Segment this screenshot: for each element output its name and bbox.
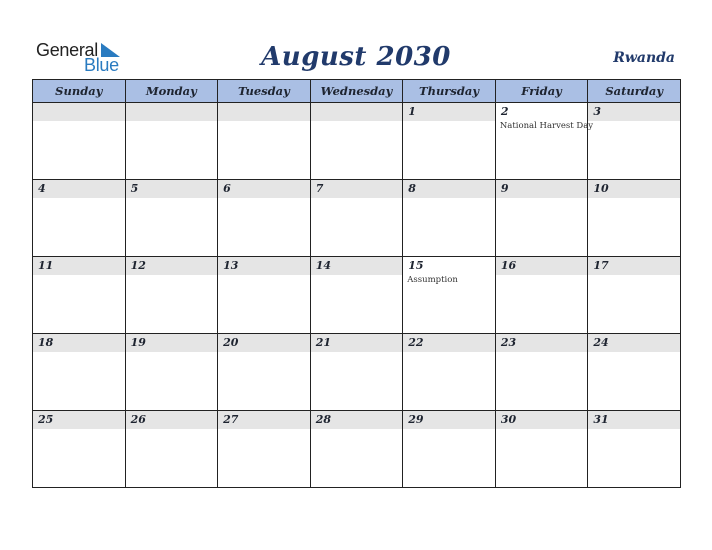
weekday-header: Sunday <box>33 80 126 103</box>
day-number: 25 <box>38 413 54 426</box>
day-cell <box>125 180 218 257</box>
country-label: Rwanda <box>613 50 675 66</box>
day-cell <box>495 411 588 488</box>
day-cell <box>310 103 403 180</box>
day-number-bar <box>588 334 680 352</box>
week-row <box>33 257 681 334</box>
day-cell <box>310 180 403 257</box>
day-number-bar <box>311 334 403 352</box>
day-cell <box>218 180 311 257</box>
day-number: 13 <box>223 259 239 272</box>
day-number: 15 <box>408 259 424 272</box>
day-number-bar <box>403 257 495 275</box>
holiday-label: Assumption <box>407 275 458 285</box>
day-number: 9 <box>500 182 509 195</box>
day-number-bar <box>33 334 125 352</box>
day-number-bar <box>126 334 218 352</box>
day-number-bar <box>33 103 125 121</box>
calendar-grid <box>32 79 681 488</box>
day-cell <box>588 411 681 488</box>
day-number: 27 <box>223 413 239 426</box>
weekday-header-row <box>33 80 681 103</box>
day-cell <box>588 257 681 334</box>
day-cell <box>33 334 126 411</box>
week-row <box>33 180 681 257</box>
day-cell <box>33 411 126 488</box>
calendar-title: August 2030 <box>261 42 451 72</box>
day-cell <box>403 103 496 180</box>
day-number: 6 <box>223 182 231 195</box>
week-row <box>33 103 681 180</box>
day-number: 23 <box>500 336 517 349</box>
weekday-header: Thursday <box>403 80 496 103</box>
logo-word-general: General <box>36 40 98 60</box>
holiday-label: National Harvest Day <box>499 121 594 131</box>
day-cell <box>125 334 218 411</box>
day-number-bar <box>126 411 218 429</box>
day-number-bar <box>588 180 680 198</box>
day-cell <box>218 257 311 334</box>
logo-word-blue: Blue <box>84 55 119 75</box>
day-cell <box>33 180 126 257</box>
day-number: 24 <box>593 336 609 349</box>
day-cell <box>403 411 496 488</box>
day-number-bar <box>311 257 403 275</box>
day-number: 1 <box>408 105 416 118</box>
day-cell <box>125 103 218 180</box>
day-number: 17 <box>593 259 609 272</box>
weekday-header: Friday <box>495 80 588 103</box>
day-cell <box>495 180 588 257</box>
day-number-bar <box>403 180 495 198</box>
day-number: 31 <box>593 413 609 426</box>
day-number: 16 <box>500 259 517 272</box>
day-number: 30 <box>500 413 517 426</box>
day-cell <box>310 411 403 488</box>
day-cell <box>403 334 496 411</box>
day-number-bar <box>126 103 218 121</box>
day-number-bar <box>218 334 310 352</box>
day-cell <box>403 257 496 334</box>
day-number: 19 <box>130 336 146 349</box>
day-cell <box>218 411 311 488</box>
week-row <box>33 411 681 488</box>
day-number: 12 <box>130 259 146 272</box>
day-number: 7 <box>315 182 324 195</box>
day-number-bar <box>403 411 495 429</box>
day-number: 21 <box>315 336 331 349</box>
day-cell <box>588 180 681 257</box>
day-number-bar <box>311 411 403 429</box>
day-number-bar <box>311 180 403 198</box>
day-number: 4 <box>38 182 46 195</box>
day-cell <box>495 103 594 180</box>
day-cell <box>33 103 126 180</box>
day-number: 29 <box>408 413 424 426</box>
day-number: 10 <box>593 182 609 195</box>
day-number: 28 <box>315 413 331 426</box>
day-cell <box>125 411 218 488</box>
day-cell <box>495 334 588 411</box>
day-number-bar <box>403 103 495 121</box>
day-cell <box>495 257 588 334</box>
day-cell <box>218 103 311 180</box>
day-cell <box>588 334 681 411</box>
day-number-bar <box>33 411 125 429</box>
day-number: 8 <box>408 182 416 195</box>
day-number-bar <box>496 180 588 198</box>
day-cell <box>310 334 403 411</box>
week-row <box>33 334 681 411</box>
day-number: 22 <box>408 336 424 349</box>
day-cell <box>588 103 681 180</box>
weekday-header: Monday <box>125 80 218 103</box>
day-number: 26 <box>130 413 146 426</box>
day-number-bar <box>311 103 403 121</box>
day-number-bar <box>218 180 310 198</box>
day-number-bar <box>218 103 310 121</box>
day-number-bar <box>218 411 310 429</box>
weekday-header: Wednesday <box>310 80 403 103</box>
day-cell <box>33 257 126 334</box>
day-number-bar <box>588 103 680 121</box>
day-number: 18 <box>38 336 54 349</box>
day-number-bar <box>588 257 680 275</box>
day-cell <box>403 180 496 257</box>
day-number: 11 <box>38 259 54 272</box>
day-cell <box>125 257 218 334</box>
weekday-header: Saturday <box>588 80 681 103</box>
day-number-bar <box>588 411 680 429</box>
day-number-bar <box>218 257 310 275</box>
day-number-bar <box>496 257 588 275</box>
day-cell <box>310 257 403 334</box>
day-number: 3 <box>593 105 602 118</box>
weekday-header: Tuesday <box>218 80 311 103</box>
day-number: 2 <box>500 105 509 118</box>
day-number-bar <box>496 411 588 429</box>
day-number-bar <box>126 257 218 275</box>
day-number-bar <box>496 103 588 121</box>
day-number: 14 <box>315 259 331 272</box>
day-cell <box>218 334 311 411</box>
day-number-bar <box>33 257 125 275</box>
day-number-bar <box>126 180 218 198</box>
day-number: 20 <box>223 336 239 349</box>
day-number: 5 <box>130 182 139 195</box>
day-number-bar <box>496 334 588 352</box>
day-number-bar <box>33 180 125 198</box>
day-number-bar <box>403 334 495 352</box>
